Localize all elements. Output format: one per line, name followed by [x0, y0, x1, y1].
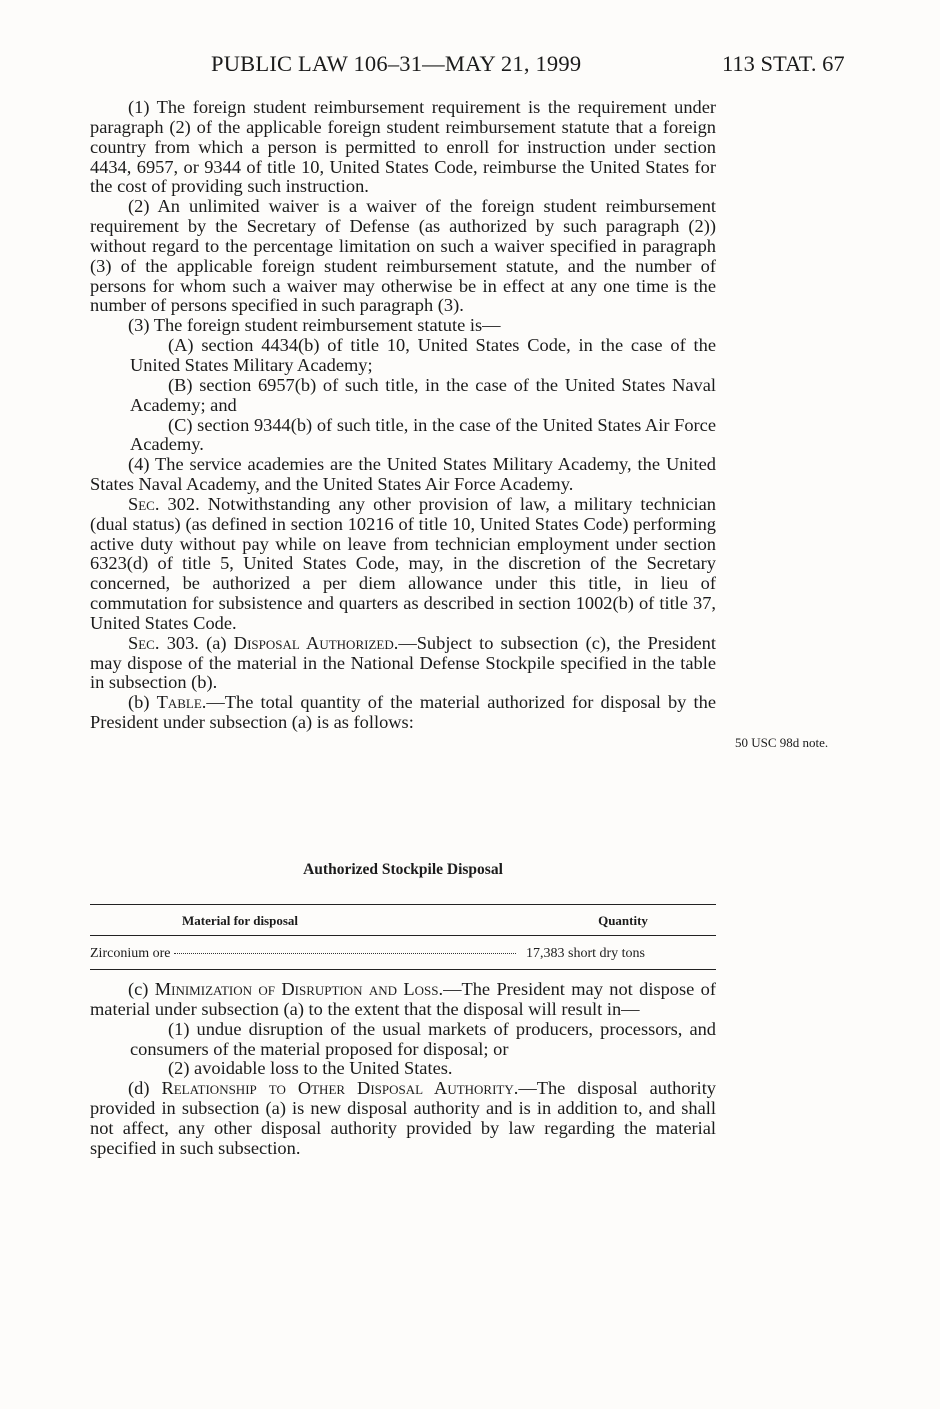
- paragraph-1: (1) The foreign student reimbursement requirement is the requirement under paragraph (2) of the applicable foreign student reimbursement statute that a foreign country from which a person is permitted to enroll for instruction under section 4434, 6957, or 9344 of title 10, United States Code, reimburse the United States for the cost of providing such instruction.: [90, 97, 716, 197]
- paragraph-2: (2) An unlimited waiver is a waiver of the foreign student reimbursement requirement by the Secretary of Defense (as authorized by such paragraph (2)) without regard to the percentage limitation on such a waiver specified in paragraph (3) of the applicable foreign student reimbursement statute, and the number of persons for whom such a waiver may otherwise be in effect at any one time is the number of persons specified in such paragraph (3).: [90, 196, 716, 316]
- body-text-lower: [90, 980, 716, 1159]
- paragraph-3: (3) The foreign student reimbursement statute is—: [128, 315, 501, 336]
- section-303a-heading: Disposal Authorized.: [233, 632, 399, 653]
- table-cell-material: [90, 946, 520, 962]
- table-cell-quantity: 17,383 short dry tons: [526, 946, 645, 961]
- table-header-quantity: Quantity: [598, 913, 648, 928]
- subsection-b-text: —The total quantity of the material authorized for disposal by the President under subsection (a) is as follows:: [90, 692, 716, 733]
- table-title: Authorized Stockpile Disposal: [303, 861, 503, 878]
- section-303-label: Sec.: [128, 632, 160, 653]
- subsection-d-heading: Relationship to Other Disposal Authority.: [161, 1078, 519, 1099]
- table-header-material: Material for disposal: [181, 913, 299, 928]
- paragraph-3a: (A) section 4434(b) of title 10, United States Code, in the case of the United States Military Academy;: [130, 335, 716, 375]
- paragraph-3b: (B) section 6957(b) of such title, in the case of the United States Naval Academy; and: [130, 374, 716, 415]
- subsection-c-number: (c): [128, 979, 155, 999]
- subsection-c-text: —The President may not dispose of material under subsection (a) to the extent that the disposal will result in—: [90, 979, 716, 1019]
- subsection-c-heading: Minimization of Disruption and Loss.: [154, 979, 444, 999]
- section-303a: [90, 634, 716, 694]
- section-303a-text: —Subject to subsection (c), the President may dispose of the material in the National Defense Stockpile specified in the table in subsection (b).: [90, 632, 716, 693]
- paragraph-c2: (2) avoidable loss to the United States.: [168, 1058, 453, 1079]
- section-303-number: 303. (a): [159, 632, 234, 653]
- section-302: [90, 495, 716, 634]
- subsection-b: [90, 693, 716, 733]
- table-header-rule: [90, 935, 716, 936]
- running-header-title: PUBLIC LAW 106–31—MAY 21, 1999: [211, 51, 582, 76]
- subsection-d: [90, 1079, 716, 1158]
- subsection-d-number: (d): [128, 1078, 162, 1099]
- paragraph-3c: (C) section 9344(b) of such title, in the case of the United States Air Force Academy.: [130, 414, 716, 455]
- subsection-b-heading: Table.: [156, 692, 207, 713]
- subsection-c: [90, 980, 716, 1020]
- paragraph-4: (4) The service academies are the United States Military Academy, the United States Naval Academy, and the United States Air Force Academy.: [90, 454, 716, 495]
- page-reference: 113 STAT. 67: [722, 51, 845, 76]
- subsection-b-number: (b): [128, 692, 157, 713]
- body-text-upper: [90, 98, 716, 733]
- material-name: Zirconium ore: [90, 946, 171, 961]
- subsection-d-text: —The disposal authority provided in subsection (a) is new disposal authority and is in addition to, and shall not affect, any other disposal authority provided by law regarding the material specified in such subsection.: [90, 1078, 717, 1158]
- paragraph-c1: (1) undue disruption of the usual markets of producers, processors, and consumers of the material proposed for disposal; or: [130, 1018, 716, 1059]
- section-302-label: Sec.: [128, 493, 160, 514]
- section-302-text: 302. Notwithstanding any other provision of law, a military technician (dual status) (as defined in section 10216 of title 10, United States Code) performing active duty without pay while on leave from technician employment under section 6323(d) of title 5, United States Code, may, in the discretion of the Secretary concerned, be authorized a per diem allowance under this title, in lieu of commutation for subsistence and quarters as described in section 1002(b) of title 37, United States Code.: [90, 493, 716, 633]
- table-bottom-rule: [90, 969, 716, 970]
- table-top-rule: [90, 904, 716, 905]
- dot-leaders: [174, 953, 516, 954]
- margin-note: 50 USC 98d note.: [735, 735, 829, 750]
